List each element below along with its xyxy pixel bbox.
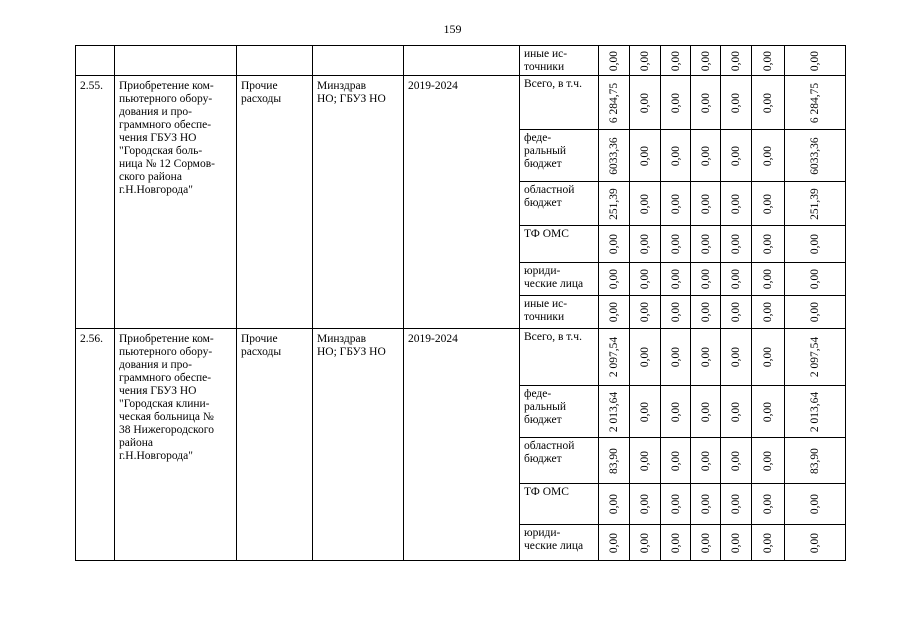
value-text: 0,00 xyxy=(809,268,821,290)
expense-type-cell: Прочие расходы xyxy=(237,329,313,561)
value-text: 0,00 xyxy=(608,233,620,255)
year-value-cell xyxy=(721,263,752,296)
value-text: 251,39 xyxy=(608,187,620,220)
year-value-cell xyxy=(599,263,630,296)
value-text: 0,00 xyxy=(639,193,651,214)
year-value-cell xyxy=(599,296,630,329)
value-text: 0,00 xyxy=(809,532,821,553)
year-value-cell xyxy=(630,263,661,296)
year-value-cell xyxy=(752,130,785,182)
year-value-cell xyxy=(630,484,661,525)
value-text: 0,00 xyxy=(669,145,682,166)
value-text: 0,00 xyxy=(608,493,620,515)
value-text: 83,90 xyxy=(608,447,620,474)
value-text: 0,00 xyxy=(730,346,742,368)
value-text: 0,00 xyxy=(669,401,682,422)
value-text: 0,00 xyxy=(762,92,774,113)
year-value-cell xyxy=(661,484,691,525)
year-value-cell xyxy=(691,386,721,438)
year-value-cell xyxy=(630,329,661,386)
year-value-cell xyxy=(630,438,661,484)
value-text: 6033,36 xyxy=(809,136,821,175)
year-value-cell xyxy=(599,76,630,130)
value-text: 0,00 xyxy=(699,401,712,422)
value-text: 0,00 xyxy=(730,50,742,71)
year-value-cell xyxy=(661,438,691,484)
total-cell xyxy=(785,76,846,130)
year-value-cell xyxy=(599,226,630,263)
year-value-cell xyxy=(691,438,721,484)
total-cell xyxy=(785,263,846,296)
year-value-cell xyxy=(691,296,721,329)
year-value-cell xyxy=(661,525,691,561)
year-value-cell xyxy=(599,329,630,386)
year-value-cell xyxy=(752,76,785,130)
value-text: 0,00 xyxy=(730,145,742,166)
value-text: 0,00 xyxy=(639,50,651,71)
year-value-cell xyxy=(721,525,752,561)
value-text: 0,00 xyxy=(699,268,712,290)
year-value-cell xyxy=(661,46,691,76)
year-value-cell xyxy=(752,226,785,263)
total-cell xyxy=(785,296,846,329)
year-value-cell xyxy=(691,484,721,525)
value-text: 0,00 xyxy=(669,346,682,368)
funding-source-cell: ТФ ОМС xyxy=(520,484,599,525)
year-value-cell xyxy=(599,386,630,438)
executor-cell: Минздрав НО; ГБУЗ НО xyxy=(313,76,404,329)
value-text: 0,00 xyxy=(669,233,682,255)
value-text: 0,00 xyxy=(699,233,712,255)
value-text: 0,00 xyxy=(699,50,712,71)
year-value-cell xyxy=(721,484,752,525)
year-value-cell xyxy=(721,296,752,329)
total-cell xyxy=(785,226,846,263)
year-value-cell xyxy=(691,130,721,182)
funding-source-cell: Всего, в т.ч. xyxy=(520,329,599,386)
year-value-cell xyxy=(661,386,691,438)
empty-cell xyxy=(76,46,115,76)
table-row xyxy=(76,46,846,76)
empty-cell xyxy=(404,46,520,76)
funding-source-cell: иные ис- точники xyxy=(520,296,599,329)
value-text: 0,00 xyxy=(699,493,712,515)
total-cell xyxy=(785,46,846,76)
value-text: 0,00 xyxy=(699,193,712,214)
total-cell xyxy=(785,525,846,561)
year-value-cell xyxy=(691,226,721,263)
year-value-cell xyxy=(691,329,721,386)
year-value-cell xyxy=(599,130,630,182)
value-text: 0,00 xyxy=(669,493,682,515)
program-table xyxy=(75,45,846,561)
year-value-cell xyxy=(691,182,721,226)
funding-source-cell: юриди- ческие лица xyxy=(520,525,599,561)
item-number-cell: 2.55. xyxy=(76,76,115,329)
year-value-cell xyxy=(630,525,661,561)
value-text: 0,00 xyxy=(699,301,712,323)
value-text: 0,00 xyxy=(639,346,651,368)
year-value-cell xyxy=(691,525,721,561)
value-text: 0,00 xyxy=(762,193,774,214)
year-value-cell xyxy=(630,76,661,130)
value-text: 2 097,54 xyxy=(608,336,620,378)
value-text: 0,00 xyxy=(730,92,742,113)
year-value-cell xyxy=(752,386,785,438)
total-cell xyxy=(785,329,846,386)
value-text: 0,00 xyxy=(639,493,651,515)
value-text: 0,00 xyxy=(762,532,774,553)
funding-source-cell: областной бюджет xyxy=(520,182,599,226)
value-text: 0,00 xyxy=(699,92,712,113)
value-text: 0,00 xyxy=(730,493,742,515)
empty-cell xyxy=(115,46,237,76)
value-text: 0,00 xyxy=(762,145,774,166)
year-value-cell xyxy=(721,46,752,76)
year-value-cell xyxy=(721,182,752,226)
funding-source-cell: областной бюджет xyxy=(520,438,599,484)
total-cell xyxy=(785,438,846,484)
year-value-cell xyxy=(630,182,661,226)
funding-source-cell: иные ис- точники xyxy=(520,46,599,76)
year-value-cell xyxy=(691,76,721,130)
year-value-cell xyxy=(752,329,785,386)
value-text: 0,00 xyxy=(762,301,774,323)
total-cell xyxy=(785,386,846,438)
funding-source-cell: ТФ ОМС xyxy=(520,226,599,263)
value-text: 0,00 xyxy=(669,50,682,71)
year-value-cell xyxy=(721,76,752,130)
year-value-cell xyxy=(599,438,630,484)
value-text: 0,00 xyxy=(730,301,742,323)
value-text: 0,00 xyxy=(730,268,742,290)
value-text: 2 013,64 xyxy=(608,391,620,432)
value-text: 6033,36 xyxy=(608,136,620,175)
year-value-cell xyxy=(661,226,691,263)
year-value-cell xyxy=(691,263,721,296)
value-text: 83,90 xyxy=(809,447,821,474)
value-text: 0,00 xyxy=(730,401,742,422)
year-value-cell xyxy=(752,296,785,329)
empty-cell xyxy=(237,46,313,76)
period-cell: 2019-2024 xyxy=(404,329,520,561)
value-text: 0,00 xyxy=(699,532,712,553)
value-text: 0,00 xyxy=(639,301,651,323)
period-cell: 2019-2024 xyxy=(404,76,520,329)
year-value-cell xyxy=(721,226,752,263)
value-text: 0,00 xyxy=(762,50,774,71)
value-text: 0,00 xyxy=(762,268,774,290)
value-text: 0,00 xyxy=(639,145,651,166)
value-text: 0,00 xyxy=(669,193,682,214)
total-cell xyxy=(785,130,846,182)
year-value-cell xyxy=(599,484,630,525)
value-text: 0,00 xyxy=(669,532,682,553)
value-text: 6 284,75 xyxy=(809,82,821,123)
year-value-cell xyxy=(752,484,785,525)
year-value-cell xyxy=(691,46,721,76)
total-cell xyxy=(785,182,846,226)
year-value-cell xyxy=(721,438,752,484)
value-text: 0,00 xyxy=(669,92,682,113)
year-value-cell xyxy=(721,130,752,182)
funding-source-cell: Всего, в т.ч. xyxy=(520,76,599,130)
value-text: 0,00 xyxy=(639,233,651,255)
value-text: 0,00 xyxy=(762,401,774,422)
value-text: 0,00 xyxy=(762,493,774,515)
value-text: 2 013,64 xyxy=(809,391,821,432)
year-value-cell xyxy=(752,46,785,76)
value-text: 2 097,54 xyxy=(809,336,821,378)
funding-source-cell: юриди- ческие лица xyxy=(520,263,599,296)
executor-cell: Минздрав НО; ГБУЗ НО xyxy=(313,329,404,561)
value-text: 0,00 xyxy=(730,193,742,214)
table-row xyxy=(76,329,846,386)
year-value-cell xyxy=(630,130,661,182)
year-value-cell xyxy=(661,130,691,182)
year-value-cell xyxy=(599,525,630,561)
year-value-cell xyxy=(752,182,785,226)
value-text: 6 284,75 xyxy=(608,82,620,123)
page-number: 159 xyxy=(443,22,462,36)
item-number-cell: 2.56. xyxy=(76,329,115,561)
item-name-cell: Приобретение ком- пьютерного обору- дования и про- граммного обеспе- чения ГБУЗ НО "Городская боль- ница № 12 Сормов- ского района г.Н.Новгорода" xyxy=(115,76,237,329)
year-value-cell xyxy=(721,329,752,386)
year-value-cell xyxy=(630,46,661,76)
year-value-cell xyxy=(661,329,691,386)
value-text: 0,00 xyxy=(809,301,821,323)
value-text: 0,00 xyxy=(639,401,651,422)
funding-source-cell: феде- ральный бюджет xyxy=(520,130,599,182)
year-value-cell xyxy=(630,226,661,263)
total-cell xyxy=(785,484,846,525)
year-value-cell xyxy=(721,386,752,438)
value-text: 0,00 xyxy=(639,92,651,113)
year-value-cell xyxy=(630,296,661,329)
value-text: 0,00 xyxy=(730,233,742,255)
year-value-cell xyxy=(661,296,691,329)
value-text: 251,39 xyxy=(809,187,821,220)
funding-source-cell: феде- ральный бюджет xyxy=(520,386,599,438)
year-value-cell xyxy=(661,76,691,130)
value-text: 0,00 xyxy=(608,268,620,290)
value-text: 0,00 xyxy=(762,233,774,255)
value-text: 0,00 xyxy=(639,532,651,553)
value-text: 0,00 xyxy=(639,450,651,471)
year-value-cell xyxy=(599,182,630,226)
year-value-cell xyxy=(661,182,691,226)
value-text: 0,00 xyxy=(669,450,682,471)
value-text: 0,00 xyxy=(699,346,712,368)
value-text: 0,00 xyxy=(608,532,620,553)
year-value-cell xyxy=(630,386,661,438)
value-text: 0,00 xyxy=(762,346,774,368)
value-text: 0,00 xyxy=(639,268,651,290)
empty-cell xyxy=(313,46,404,76)
year-value-cell xyxy=(599,46,630,76)
value-text: 0,00 xyxy=(608,50,620,71)
value-text: 0,00 xyxy=(699,145,712,166)
year-value-cell xyxy=(752,525,785,561)
value-text: 0,00 xyxy=(730,532,742,553)
table-row xyxy=(76,76,846,130)
value-text: 0,00 xyxy=(809,50,821,71)
year-value-cell xyxy=(752,438,785,484)
year-value-cell xyxy=(752,263,785,296)
year-value-cell xyxy=(661,263,691,296)
value-text: 0,00 xyxy=(608,301,620,323)
value-text: 0,00 xyxy=(809,233,821,255)
value-text: 0,00 xyxy=(809,493,821,515)
value-text: 0,00 xyxy=(669,301,682,323)
item-name-cell: Приобретение ком- пьютерного обору- дования и про- граммного обеспе- чения ГБУЗ НО "Городская клини- ческая больница № 38 Нижегородского района г.Н.Новгорода" xyxy=(115,329,237,561)
value-text: 0,00 xyxy=(762,450,774,471)
expense-type-cell: Прочие расходы xyxy=(237,76,313,329)
value-text: 0,00 xyxy=(699,450,712,471)
value-text: 0,00 xyxy=(669,268,682,290)
value-text: 0,00 xyxy=(730,450,742,471)
